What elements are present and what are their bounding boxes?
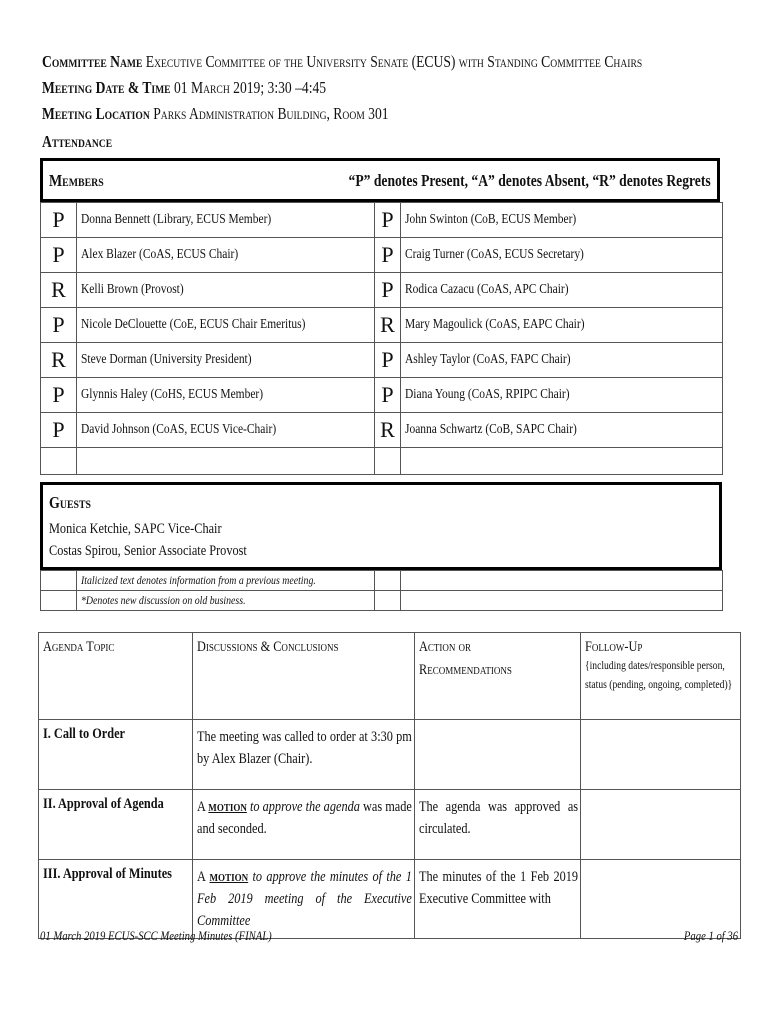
- agenda-topic-text: III. Approval of Minutes: [43, 866, 172, 882]
- meeting-date-line: [42, 78, 742, 98]
- empty-cell: [375, 571, 401, 591]
- empty-cell: [41, 591, 77, 611]
- motion-rest-text: was made and seconded.: [197, 799, 412, 837]
- action-text: The agenda was approved as circulated.: [419, 799, 579, 837]
- note-cell: [77, 571, 375, 591]
- empty-cell: [41, 448, 77, 475]
- agenda-topic-header: [39, 633, 193, 720]
- member-name-text: Joanna Schwartz (CoB, SAPC Chair): [405, 422, 577, 437]
- action-header-line-2: Recommendations: [419, 662, 512, 678]
- action-cell: [415, 720, 581, 790]
- guests-label: Guests: [49, 493, 92, 512]
- member-name-text: David Johnson (CoAS, ECUS Vice-Chair): [81, 422, 277, 437]
- member-name: [77, 378, 375, 413]
- discussion-text: [197, 796, 412, 840]
- notes-table: [40, 570, 723, 611]
- motion-italic-text: to approve the agenda: [249, 799, 360, 815]
- member-name: [401, 378, 723, 413]
- table-row: [41, 378, 723, 413]
- motion-italic-text: to approve the minutes of the 1 Feb 2019 meeting of the Executive Committee: [197, 869, 412, 929]
- member-name: [401, 413, 723, 448]
- attendance-legend: [258, 171, 711, 191]
- empty-cell: [77, 448, 375, 475]
- discussion-text: The meeting was called to order at 3:30 pm by Alex Blazer (Chair).: [197, 729, 412, 767]
- motion-article: A: [197, 799, 206, 815]
- agenda-topic-text: II. Approval of Agenda: [43, 796, 164, 812]
- member-name-text: Kelli Brown (Provost): [81, 282, 184, 297]
- member-name: [401, 273, 723, 308]
- discussion-header: [193, 633, 415, 720]
- attendance-code: P: [375, 203, 401, 238]
- member-name-text: Diana Young (CoAS, RPIPC Chair): [405, 387, 570, 402]
- member-name-text: John Swinton (CoB, ECUS Member): [405, 212, 577, 227]
- guests-box: [40, 482, 722, 570]
- attendance-code: P: [41, 308, 77, 343]
- discussion-text: [197, 866, 412, 932]
- member-name: [77, 238, 375, 273]
- table-row: [41, 273, 723, 308]
- table-row: [41, 203, 723, 238]
- table-row: [41, 343, 723, 378]
- action-header-line-1: Action or: [419, 639, 472, 655]
- committee-name-label: Committee Name: [42, 52, 143, 71]
- empty-cell: [375, 448, 401, 475]
- discussion-header-text: Discussions & Conclusions: [197, 639, 339, 655]
- empty-cell: [401, 448, 723, 475]
- attendance-line: [42, 132, 742, 152]
- table-row: [41, 238, 723, 273]
- table-row: [39, 790, 741, 860]
- action-cell: [415, 860, 581, 939]
- meeting-location-text: [42, 104, 389, 124]
- meeting-location-line: [42, 104, 742, 124]
- table-row: [41, 591, 723, 611]
- table-row: [41, 308, 723, 343]
- agenda-topic: [39, 790, 193, 860]
- member-name: [401, 203, 723, 238]
- motion-keyword: motion: [208, 799, 247, 815]
- meeting-location-value: Parks Administration Building, Room 301: [153, 104, 389, 123]
- agenda-topic-text: I. Call to Order: [43, 726, 125, 742]
- meeting-date-value: 01 March 2019; 3:30 –4:45: [173, 78, 327, 97]
- empty-row: [41, 448, 723, 475]
- discussion-cell: [193, 790, 415, 860]
- followup-cell: [581, 790, 741, 860]
- member-name: [401, 308, 723, 343]
- attendance-code: R: [375, 413, 401, 448]
- members-header: [40, 158, 720, 202]
- agenda-header-row: [39, 633, 741, 720]
- member-name: [401, 343, 723, 378]
- footer-document-title: [40, 928, 323, 944]
- note-text: Italicized text denotes information from a previous meeting.: [81, 573, 316, 587]
- discussion-cell: [193, 860, 415, 939]
- member-name: [77, 413, 375, 448]
- attendance-code: P: [375, 238, 401, 273]
- meeting-date-label: Meeting Date & Time: [42, 78, 171, 97]
- attendance-code: R: [41, 343, 77, 378]
- attendance-table-body: [41, 203, 723, 475]
- attendance-code: P: [41, 203, 77, 238]
- footer-document-title-text: 01 March 2019 ECUS-SCC Meeting Minutes (FINAL): [40, 928, 272, 943]
- meeting-date-text: [42, 78, 326, 98]
- member-name-text: Craig Turner (CoAS, ECUS Secretary): [405, 247, 584, 262]
- member-name: [77, 203, 375, 238]
- committee-name-text: [42, 52, 642, 72]
- footer-page-number-text: Page 1 of 36: [683, 928, 738, 943]
- discussion-cell: [193, 720, 415, 790]
- motion-article: A: [197, 869, 206, 885]
- member-name-text: Steve Dorman (University President): [81, 352, 252, 367]
- member-name-text: Alex Blazer (CoAS, ECUS Chair): [81, 247, 239, 262]
- attendance-code: P: [41, 238, 77, 273]
- member-name: [401, 238, 723, 273]
- agenda-table: [38, 632, 741, 939]
- guest-name: Costas Spirou, Senior Associate Provost: [49, 543, 247, 559]
- attendance-code: P: [41, 378, 77, 413]
- committee-name-line: [42, 52, 742, 72]
- member-name-text: Rodica Cazacu (CoAS, APC Chair): [405, 282, 569, 297]
- committee-name-value: Executive Committee of the University Senate (ECUS) with Standing Committee Chairs: [145, 52, 643, 71]
- followup-header-subtext: {including dates/responsible person, status (pending, ongoing, completed)}: [585, 658, 733, 691]
- agenda-topic-header-text: Agenda Topic: [43, 639, 115, 655]
- followup-header-text: Follow-Up: [585, 639, 643, 655]
- action-header: [415, 633, 581, 720]
- table-row: [41, 571, 723, 591]
- followup-cell: [581, 720, 741, 790]
- member-name: [77, 343, 375, 378]
- attendance-table: [40, 202, 723, 475]
- attendance-code: P: [41, 413, 77, 448]
- action-text: The minutes of the 1 Feb 2019 Executive Committee with: [419, 869, 579, 907]
- attendance-code: R: [375, 308, 401, 343]
- member-name-text: Glynnis Haley (CoHS, ECUS Member): [81, 387, 264, 402]
- meeting-location-label: Meeting Location: [42, 104, 150, 123]
- member-name-text: Donna Bennett (Library, ECUS Member): [81, 212, 272, 227]
- agenda-topic: [39, 860, 193, 939]
- followup-header: [581, 633, 741, 720]
- member-name-text: Ashley Taylor (CoAS, FAPC Chair): [405, 352, 571, 367]
- member-name-text: Mary Magoulick (CoAS, EAPC Chair): [405, 317, 585, 332]
- attendance-legend-text: “P” denotes Present, “A” denotes Absent, “R” denotes Regrets: [348, 171, 711, 190]
- motion-keyword: motion: [209, 869, 249, 885]
- followup-cell: [581, 860, 741, 939]
- empty-cell: [41, 571, 77, 591]
- member-name-text: Nicole DeClouette (CoE, ECUS Chair Emeritus): [81, 317, 306, 332]
- empty-cell: [401, 571, 723, 591]
- table-row: [39, 720, 741, 790]
- member-name: [77, 308, 375, 343]
- attendance-code: P: [375, 343, 401, 378]
- empty-cell: [375, 591, 401, 611]
- footer-page-number: [672, 928, 738, 944]
- empty-cell: [401, 591, 723, 611]
- member-name: [77, 273, 375, 308]
- note-text: *Denotes new discussion on old business.: [81, 593, 246, 607]
- attendance-label: Attendance: [42, 132, 113, 151]
- agenda-topic: [39, 720, 193, 790]
- attendance-code: P: [375, 273, 401, 308]
- note-cell: [77, 591, 375, 611]
- table-row: [39, 860, 741, 939]
- guest-name: Monica Ketchie, SAPC Vice-Chair: [49, 521, 222, 537]
- table-row: [41, 413, 723, 448]
- members-label: Members: [49, 171, 104, 190]
- action-cell: [415, 790, 581, 860]
- attendance-code: P: [375, 378, 401, 413]
- attendance-code: R: [41, 273, 77, 308]
